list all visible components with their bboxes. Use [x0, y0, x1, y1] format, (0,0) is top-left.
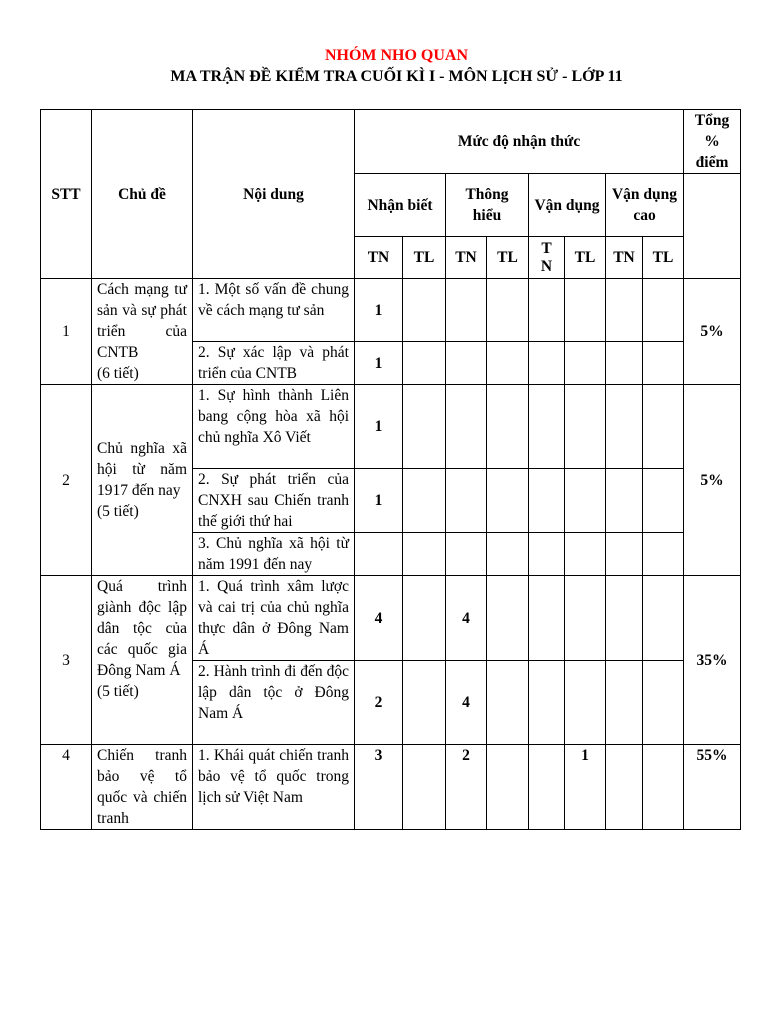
- value-cell: [487, 533, 529, 576]
- value-cell: [529, 745, 565, 830]
- content-cell: 2. Sự xác lập và phát triển của CNTB: [193, 342, 355, 385]
- sub-header: TN: [446, 237, 487, 279]
- value-cell: [606, 385, 643, 469]
- value-cell: [643, 661, 684, 745]
- value-cell: [643, 279, 684, 342]
- value-cell: [446, 385, 487, 469]
- value-cell: [355, 533, 403, 576]
- value-cell: [446, 469, 487, 533]
- content-cell: 3. Chủ nghĩa xã hội từ năm 1991 đến nay: [193, 533, 355, 576]
- sub-header: T N: [529, 237, 565, 279]
- value-cell: [403, 661, 446, 745]
- value-cell: [529, 661, 565, 745]
- value-cell: [565, 533, 606, 576]
- stt-cell: 2: [41, 385, 92, 576]
- value-cell: 4: [446, 661, 487, 745]
- matrix-body: [41, 279, 741, 830]
- value-cell: [606, 661, 643, 745]
- value-cell: [487, 576, 529, 661]
- value-cell: [529, 533, 565, 576]
- value-cell: [529, 469, 565, 533]
- value-cell: [606, 342, 643, 385]
- value-cell: [446, 279, 487, 342]
- value-cell: [487, 745, 529, 830]
- value-cell: [403, 533, 446, 576]
- content-cell: 1. Quá trình xâm lược và cai trị của chủ nghĩa thực dân ở Đông Nam Á: [193, 576, 355, 661]
- value-cell: 1: [355, 469, 403, 533]
- stt-cell: 3: [41, 576, 92, 745]
- content-cell: 1. Khái quát chiến tranh bảo vệ tổ quốc trong lịch sử Việt Nam: [193, 745, 355, 830]
- value-cell: [529, 385, 565, 469]
- value-cell: [643, 342, 684, 385]
- value-cell: [606, 533, 643, 576]
- value-cell: [565, 469, 606, 533]
- group-title: NHÓM NHO QUAN: [324, 47, 469, 64]
- total-header-blank: [684, 174, 741, 279]
- level-header: Nhận biết: [355, 174, 446, 237]
- document-title: MA TRẬN ĐỀ KIỂM TRA CUỐI KÌ I - MÔN LỊCH SỬ - LỚP 11: [170, 68, 623, 85]
- value-cell: 2: [446, 745, 487, 830]
- value-cell: [487, 385, 529, 469]
- level-header: Thông hiểu: [446, 174, 529, 237]
- table-row: [41, 279, 741, 342]
- value-cell: [606, 469, 643, 533]
- header-level: Mức độ nhận thức: [355, 110, 684, 174]
- value-cell: 4: [446, 576, 487, 661]
- value-cell: [643, 469, 684, 533]
- value-cell: 1: [565, 745, 606, 830]
- value-cell: 1: [355, 385, 403, 469]
- value-cell: [403, 279, 446, 342]
- value-cell: [565, 279, 606, 342]
- table-row: [41, 745, 741, 830]
- value-cell: [403, 385, 446, 469]
- total-cell: 5%: [684, 279, 741, 385]
- content-cell: 1. Một số vấn đề chung về cách mạng tư sản: [193, 279, 355, 342]
- total-cell: 35%: [684, 576, 741, 745]
- value-cell: [403, 576, 446, 661]
- level-header: Vận dụng cao: [606, 174, 684, 237]
- sub-header: TL: [487, 237, 529, 279]
- value-cell: 1: [355, 342, 403, 385]
- value-cell: [643, 533, 684, 576]
- value-cell: [487, 342, 529, 385]
- table-row: [41, 385, 741, 469]
- value-cell: [487, 469, 529, 533]
- value-cell: [565, 576, 606, 661]
- value-cell: [643, 576, 684, 661]
- value-cell: [643, 745, 684, 830]
- sub-header: TL: [643, 237, 684, 279]
- value-cell: [565, 385, 606, 469]
- value-cell: [606, 745, 643, 830]
- value-cell: [643, 385, 684, 469]
- sub-header: TN: [355, 237, 403, 279]
- value-cell: [606, 279, 643, 342]
- sub-header: TN: [606, 237, 643, 279]
- value-cell: [446, 533, 487, 576]
- total-cell: 55%: [684, 745, 741, 830]
- value-cell: [487, 279, 529, 342]
- content-cell: 2. Hành trình đi đến độc lập dân tộc ở Đông Nam Á: [193, 661, 355, 745]
- topic-cell: Cách mạng tư sản và sự phát triển của CNTB (6 tiết): [92, 279, 193, 385]
- header-total: Tổng % điểm: [684, 110, 741, 174]
- stt-cell: 1: [41, 279, 92, 385]
- header-topic: Chủ đề: [92, 110, 193, 279]
- value-cell: [403, 745, 446, 830]
- content-cell: 2. Sự phát triển của CNXH sau Chiến tranh thế giới thứ hai: [193, 469, 355, 533]
- table-row: [41, 576, 741, 661]
- value-cell: 1: [355, 279, 403, 342]
- sub-header: TL: [403, 237, 446, 279]
- level-header: Vận dụng: [529, 174, 606, 237]
- value-cell: 3: [355, 745, 403, 830]
- value-cell: [565, 661, 606, 745]
- value-cell: [446, 342, 487, 385]
- value-cell: [565, 342, 606, 385]
- content-cell: 1. Sự hình thành Liên bang cộng hòa xã hội chủ nghĩa Xô Viết: [193, 385, 355, 469]
- sub-header: TL: [565, 237, 606, 279]
- topic-cell: Chiến tranh bảo vệ tổ quốc và chiến tranh: [92, 745, 193, 830]
- value-cell: [487, 661, 529, 745]
- header-content: Nội dung: [193, 110, 355, 279]
- value-cell: 4: [355, 576, 403, 661]
- value-cell: [529, 279, 565, 342]
- value-cell: [529, 576, 565, 661]
- total-cell: 5%: [684, 385, 741, 576]
- header-stt: STT: [41, 110, 92, 279]
- stt-cell: 4: [41, 745, 92, 830]
- value-cell: [606, 576, 643, 661]
- topic-cell: Quá trình giành độc lập dân tộc của các quốc gia Đông Nam Á (5 tiết): [92, 576, 193, 745]
- value-cell: 2: [355, 661, 403, 745]
- value-cell: [403, 342, 446, 385]
- exam-matrix-table: [40, 109, 741, 830]
- value-cell: [529, 342, 565, 385]
- value-cell: [403, 469, 446, 533]
- topic-cell: Chủ nghĩa xã hội từ năm 1917 đến nay (5 tiết): [92, 385, 193, 576]
